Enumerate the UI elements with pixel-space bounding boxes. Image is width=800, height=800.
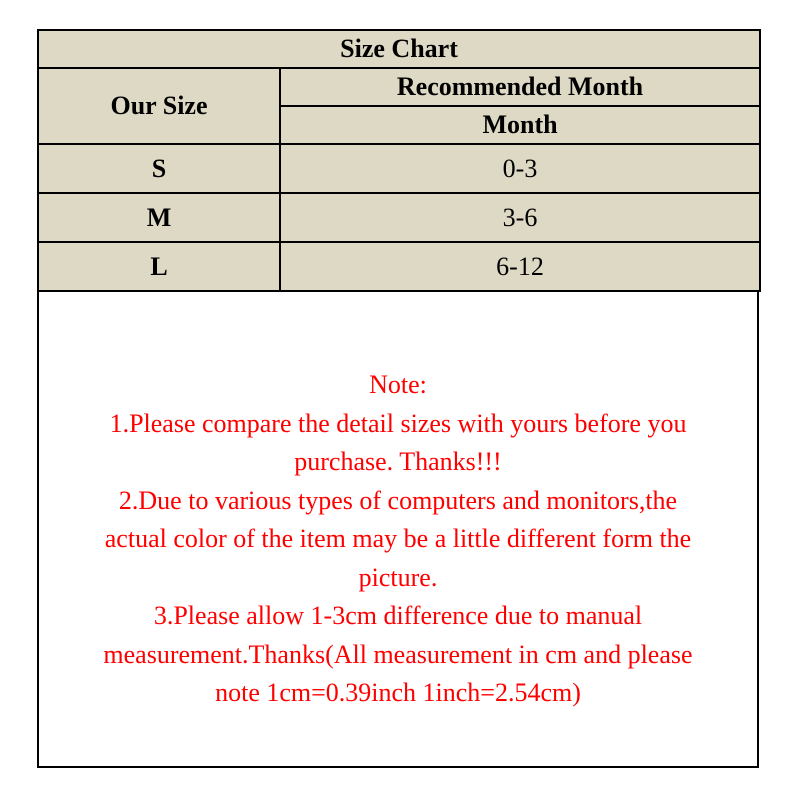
size-cell: L [38, 242, 280, 291]
note-line: measurement.Thanks(All measurement in cm and please [103, 639, 693, 669]
note-line: 1.Please compare the detail sizes with yours before you [109, 408, 687, 438]
note-line: actual color of the item may be a little different form the [104, 524, 692, 553]
recommended-month-header: Recommended Month [280, 68, 760, 106]
our-size-header: Our Size [38, 68, 280, 144]
table-title: Size Chart [38, 30, 760, 68]
month-cell: 0-3 [280, 144, 760, 193]
note-heading: Note: [369, 370, 427, 399]
table-row [38, 144, 760, 193]
size-cell: M [38, 193, 280, 242]
month-subheader: Month [280, 106, 760, 144]
table-header-row [38, 68, 760, 106]
note-block [39, 366, 757, 713]
size-cell: S [38, 144, 280, 193]
month-cell: 3-6 [280, 193, 760, 242]
table-title-row [38, 30, 760, 68]
size-chart-table [37, 29, 761, 292]
note-line: note 1cm=0.39inch 1inch=2.54cm) [215, 678, 581, 707]
note-line: 3.Please allow 1-3cm difference due to manual [153, 601, 643, 630]
table-row [38, 193, 760, 242]
table-row [38, 242, 760, 291]
note-line: 2.Due to various types of computers and monitors,the [118, 485, 678, 515]
note-line: purchase. Thanks!!! [294, 447, 502, 476]
note-line: picture. [358, 562, 438, 592]
month-cell: 6-12 [280, 242, 760, 291]
